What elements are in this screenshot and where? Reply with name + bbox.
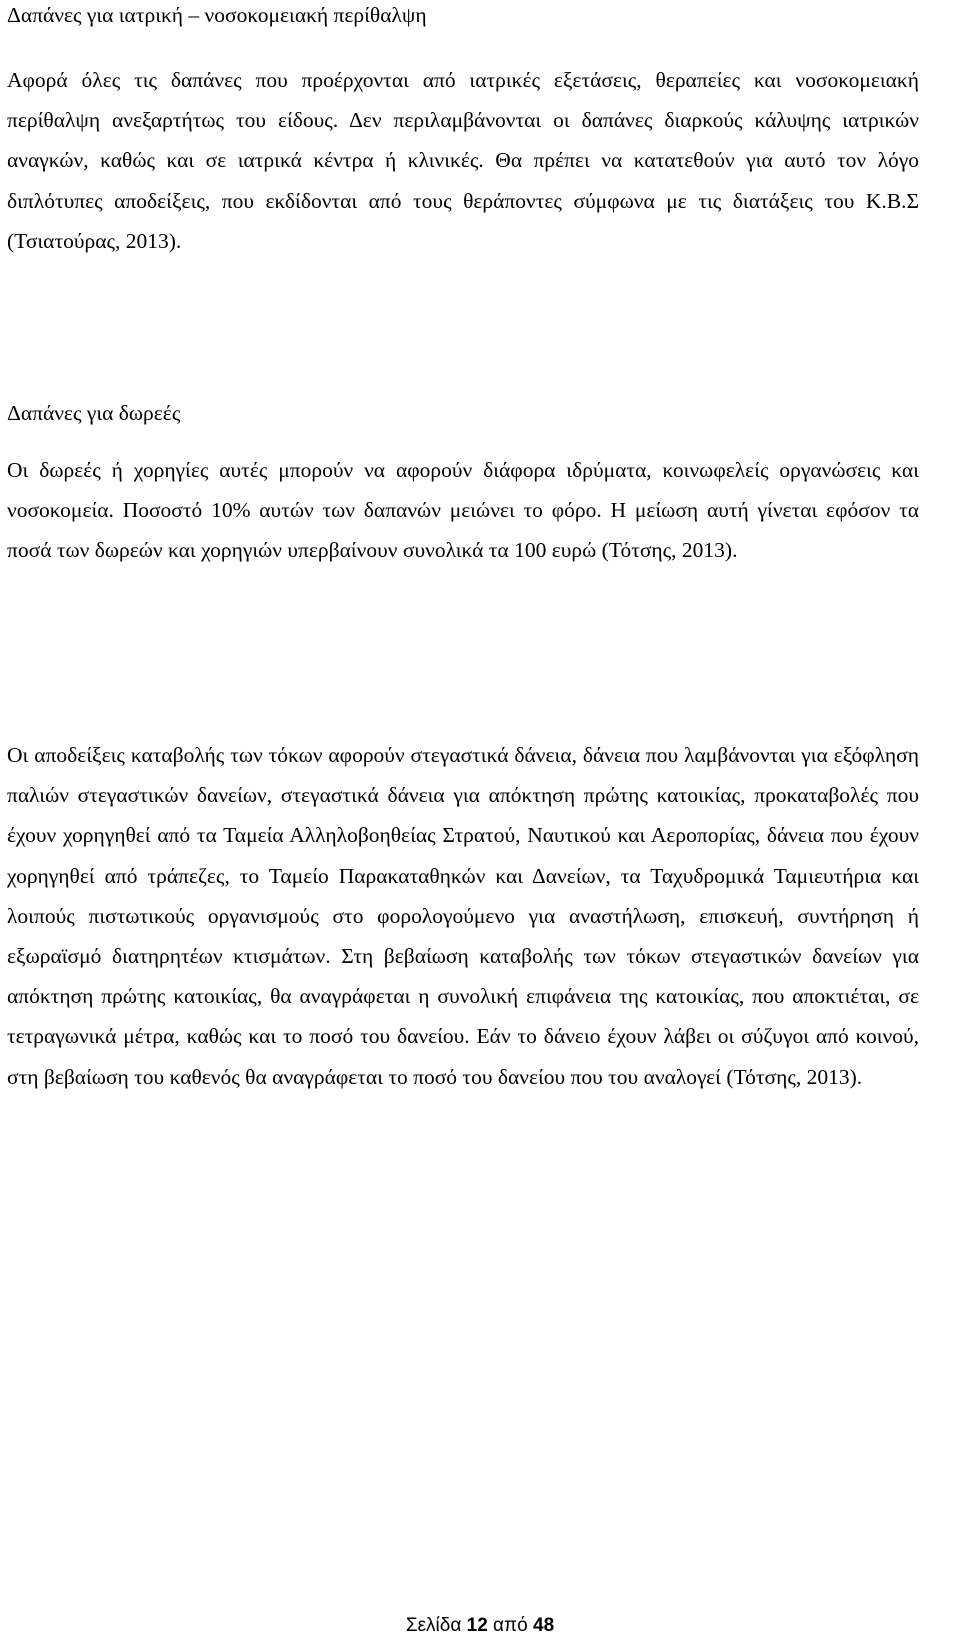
page-footer [0, 1613, 960, 1639]
paragraph-loan-interest: Οι αποδείξεις καταβολής των τόκων αφορούν στεγαστικά δάνεια, δάνεια που λαμβάνονται για εξόφληση παλιών στεγαστικών δανείων, στεγαστικά δάνεια για απόκτηση πρώτης κατοικίας, προκαταβολές που έχουν χορηγηθεί από τα Ταμεία Αλληλοβοηθείας Στρατού, Ναυτικού και Αεροπορίας, δάνεια που έχουν χορηγηθεί από τράπεζες, το Ταμείο Παρακαταθηκών και Δανείων, τα Ταχυδρομικά Ταμιευτήρια και λοιπούς πιστωτικούς οργανισμούς στο φορολογούμενο για αναστήλωση, επισκευή, συντήρηση ή εξωραϊσμό διατηρητέων κτισμάτων. Στη βεβαίωση καταβολής των τόκων στεγαστικών δανείων για απόκτηση πρώτης κατοικίας, θα αναγράφεται η συνολική επιφάνεια της κατοικίας, που αποκτιέται, σε τετραγωνικά μέτρα, καθώς και το ποσό του δανείου. Εάν το δάνειο έχουν λάβει οι σύζυγοι από κοινού, στη βεβαίωση του καθενός θα αναγράφεται το ποσό του δανείου που του αναλογεί (Τότσης, 2013). [7, 743, 919, 1089]
section-heading-donations: Δαπάνες για δωρεές [7, 401, 181, 425]
section-paragraph-medical-expenses: Αφορά όλες τις δαπάνες που προέρχονται από ιατρικές εξετάσεις, θεραπείες και νοσοκομειακή περίθαλψη ανεξαρτήτως του είδους. Δεν περιλαμβάνονται οι δαπάνες διαρκούς κάλυψης ιατρικών αναγκών, καθώς και σε ιατρικά κέντρα ή κλινικές. Θα πρέπει να κατατεθούν για αυτό τον λόγο διπλότυπες αποδείξεις, που εκδίδονται από τους θεράποντες σύμφωνα με τις διατάξεις του Κ.Β.Σ (Τσιατούρας, 2013). [7, 68, 919, 253]
footer-page-number: 12 [466, 1615, 488, 1636]
footer-total-pages: 48 [533, 1615, 555, 1636]
footer-of-label: από [493, 1615, 528, 1636]
section-heading-medical-expenses: Δαπάνες για ιατρική – νοσοκομειακή περίθαλψη [7, 3, 427, 27]
footer-page-label: Σελίδα [405, 1615, 462, 1636]
section-paragraph-donations: Οι δωρεές ή χορηγίες αυτές μπορούν να αφορούν διάφορα ιδρύματα, κοινωφελείς οργανώσεις και νοσοκομεία. Ποσοστό 10% αυτών των δαπανών μειώνει το φόρο. Η μείωση αυτή γίνεται εφόσον τα ποσά των δωρεών και χορηγιών υπερβαίνουν συνολικά τα 100 ευρώ (Τότσης, 2013). [7, 458, 919, 563]
